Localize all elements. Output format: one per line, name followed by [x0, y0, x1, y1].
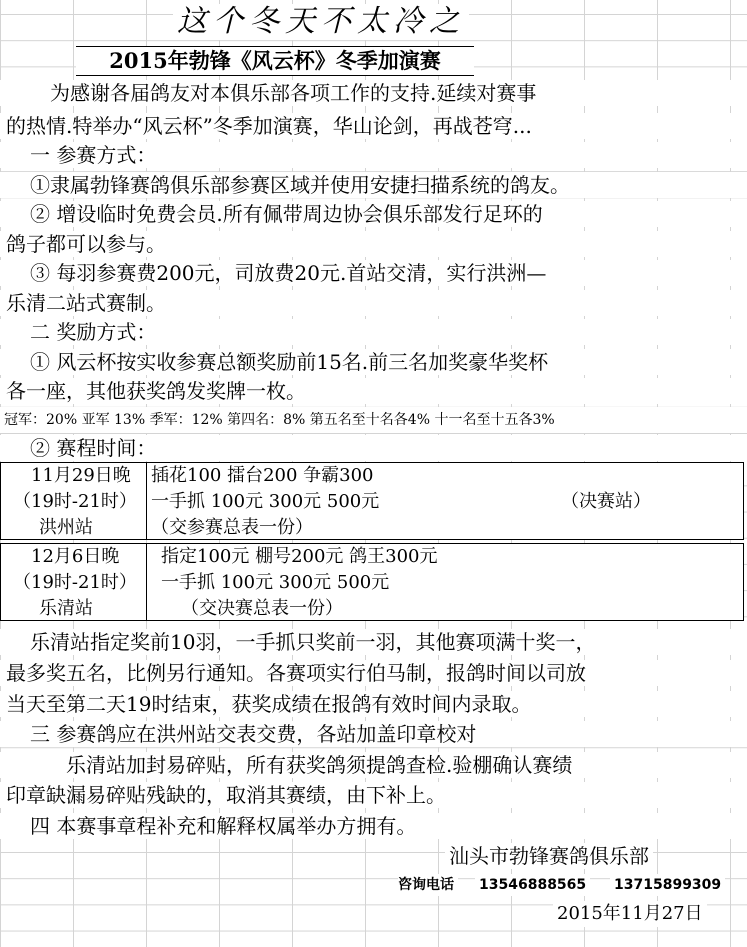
table-divider: [146, 463, 147, 539]
organizer-name: 汕头市勃锋赛鸽俱乐部: [445, 843, 653, 869]
schedule-note: （交决赛总表一份）: [181, 598, 343, 619]
section-2-item-1a: ① 风云杯按实收参赛总额奖励前15名.前三名加奖豪华奖杯: [0, 349, 747, 375]
section-1-heading: 一 参赛方式：: [0, 142, 747, 168]
phone-number-1: 13546888565: [475, 874, 590, 896]
phone-number-2: 13715899309: [610, 874, 725, 896]
section-1-item-3b: 乐清二站式赛制。: [0, 290, 747, 316]
section-3-line-3: 印章缺漏易碎贴残缺的，取消其赛绩，由下补上。: [0, 782, 747, 808]
schedule-heading: ② 赛程时间：: [0, 435, 747, 461]
prize-ratio-line: 冠军：20% 亚军 13% 季军：12% 第四名：8% 第五名至十名各4% 十一名至十五各3%: [0, 407, 747, 433]
schedule-time: （19时-21时）: [13, 572, 137, 593]
schedule-events: 插花100 擂台200 争霸300: [151, 465, 374, 486]
event-subtitle: 2015年勃锋《风云杯》冬季加演赛: [76, 46, 474, 76]
schedule-date: 11月29日晚: [31, 465, 131, 486]
schedule-table-hongzhou: [0, 462, 744, 540]
schedule-station: 洪州站: [39, 517, 93, 538]
section-1-item-3a: ③ 每羽参赛费200元，司放费20元.首站交清，实行洪洲—: [0, 260, 747, 286]
rules-line-3: 当天至第二天19时结束，获奖成绩在报鸽有效时间内录取。: [0, 691, 747, 717]
table-divider: [146, 544, 147, 620]
section-2-heading: 二 奖励方式：: [0, 319, 747, 345]
final-station-note: （决赛站）: [561, 491, 651, 512]
issue-date: 2015年11月27日: [553, 901, 707, 927]
section-1-item-2b: 鸽子都可以参与。: [0, 231, 747, 257]
section-3-line-1: 三 参赛鸽应在洪州站交表交费，各站加盖印章校对: [0, 721, 747, 747]
schedule-events: 指定100元 棚号200元 鸽王300元: [161, 546, 438, 567]
schedule-table-yueqing: [0, 543, 744, 621]
schedule-date: 12月6日晚: [31, 546, 120, 567]
intro-line-2: 的热情.特举办“风云杯”冬季加演赛，华山论剑，再战苍穹...: [0, 113, 747, 139]
rules-line-2: 最多奖五名，比例另行通知。各赛项实行伯马制，报鸽时间以司放: [0, 660, 747, 686]
schedule-prizes: 一手抓 100元 300元 500元: [151, 491, 380, 512]
intro-line-1: 为感谢各届鸽友对本俱乐部各项工作的支持.延续对赛事: [0, 80, 747, 106]
phone-label: 咨询电话: [398, 874, 458, 896]
section-1-item-2a: ② 增设临时免费会员.所有佩带周边协会俱乐部发行足环的: [0, 201, 747, 227]
schedule-station: 乐清站: [39, 598, 93, 619]
schedule-note: （交参赛总表一份）: [151, 517, 313, 538]
section-3-line-2: 乐清站加封易碎贴，所有获奖鸽须提鸽查检.验棚确认赛绩: [0, 752, 747, 778]
section-2-item-1b: 各一座，其他获奖鸽发奖牌一枚。: [0, 378, 747, 404]
rules-line-1: 乐清站指定奖前10羽，一手抓只奖前一羽，其他赛项满十奖一，: [0, 629, 747, 655]
schedule-time: （19时-21时）: [13, 491, 137, 512]
page-title: 这个冬天不太冷之: [173, 4, 469, 40]
section-1-item-1: ①隶属勃锋赛鸽俱乐部参赛区域并使用安捷扫描系统的鸽友。: [0, 172, 747, 198]
schedule-prizes: 一手抓 100元 300元 500元: [161, 572, 390, 593]
section-4-line-1: 四 本赛事章程补充和解释权属举办方拥有。: [0, 813, 747, 839]
